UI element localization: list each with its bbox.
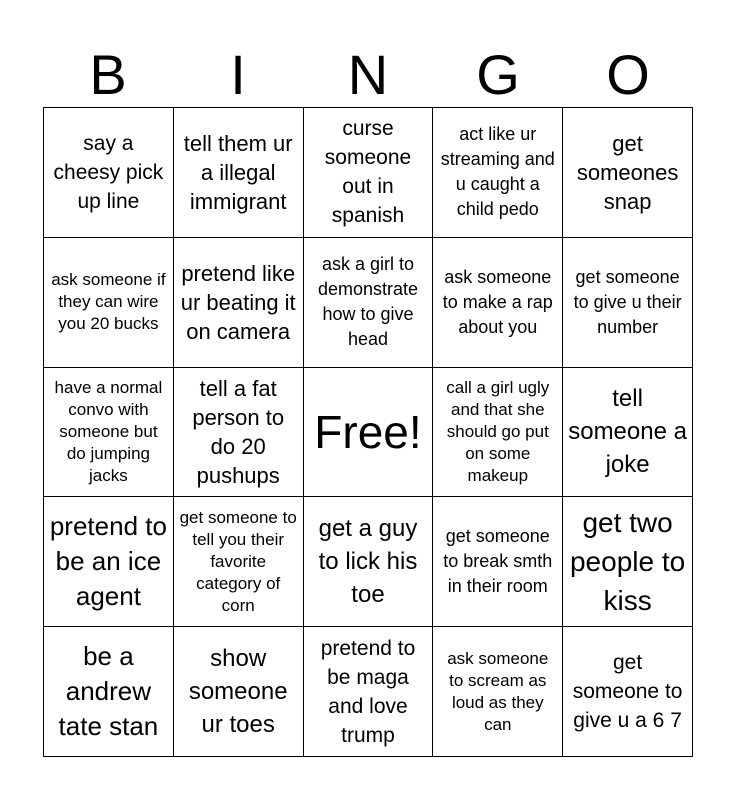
cell-text: pretend to be maga and love trump: [320, 636, 416, 747]
bingo-cell[interactable]: [433, 627, 563, 757]
free-space-cell[interactable]: [304, 368, 434, 498]
cell-text: get two people to kiss: [569, 507, 686, 617]
bingo-cell[interactable]: [563, 368, 693, 498]
cell-text: act like ur streaming and u caught a child pedo: [440, 124, 555, 220]
bingo-cell[interactable]: [304, 238, 434, 368]
bingo-cell[interactable]: [304, 108, 434, 238]
bingo-cell[interactable]: [563, 108, 693, 238]
cell-text: curse someone out in spanish: [324, 117, 412, 228]
bingo-cell[interactable]: [563, 497, 693, 627]
bingo-cell[interactable]: [433, 497, 563, 627]
cell-text: have a normal convo with someone but do jumping jacks: [54, 377, 163, 485]
cell-text: get someones snap: [576, 130, 679, 214]
bingo-card-grid: [43, 107, 693, 757]
cell-text: tell a fat person to do 20 pushups: [192, 375, 285, 488]
bingo-cell[interactable]: [304, 627, 434, 757]
cell-text: say a cheesy pick up line: [53, 131, 164, 213]
cell-text: show someone ur toes: [188, 645, 288, 739]
header-letter-b: B: [89, 43, 127, 106]
bingo-cell[interactable]: [44, 238, 174, 368]
bingo-cell[interactable]: [44, 627, 174, 757]
free-space-label: Free!: [314, 405, 422, 458]
cell-text: be a andrew tate stan: [58, 641, 159, 742]
bingo-cell[interactable]: [44, 108, 174, 238]
bingo-cell[interactable]: [433, 238, 563, 368]
bingo-cell[interactable]: [304, 497, 434, 627]
bingo-cell[interactable]: [433, 108, 563, 238]
cell-text: get someone to give u a 6 7: [572, 651, 683, 733]
cell-text: get someone to tell you their favorite category of corn: [179, 507, 297, 615]
bingo-cell[interactable]: [174, 627, 304, 757]
cell-text: get someone to break smth in their room: [443, 526, 553, 597]
bingo-cell[interactable]: [174, 368, 304, 498]
cell-text: pretend to be an ice agent: [49, 511, 167, 612]
cell-text: get a guy to lick his toe: [318, 515, 418, 609]
cell-text: ask a girl to demonstrate how to give head: [317, 254, 419, 350]
cell-text: tell someone a joke: [568, 385, 687, 479]
bingo-cell[interactable]: [174, 108, 304, 238]
cell-text: pretend like ur beating it on camera: [180, 260, 296, 344]
header-letter-i: I: [230, 43, 246, 106]
bingo-cell[interactable]: [174, 497, 304, 627]
cell-text: tell them ur a illegal immigrant: [183, 130, 293, 214]
cell-text: ask someone if they can wire you 20 bucks: [51, 270, 166, 334]
cell-text: ask someone to make a rap about you: [442, 266, 553, 337]
cell-text: get someone to give u their number: [573, 266, 682, 337]
bingo-cell[interactable]: [174, 238, 304, 368]
bingo-cell[interactable]: [563, 238, 693, 368]
bingo-cell[interactable]: [44, 368, 174, 498]
cell-text: ask someone to scream as loud as they can: [447, 648, 549, 734]
bingo-header: [43, 42, 693, 108]
header-letter-g: G: [476, 43, 520, 106]
header-letter-n: N: [347, 43, 389, 106]
cell-text: call a girl ugly and that she should go put on some makeup: [446, 377, 550, 485]
bingo-cell[interactable]: [433, 368, 563, 498]
bingo-cell[interactable]: [563, 627, 693, 757]
header-letter-o: O: [606, 43, 650, 106]
bingo-cell[interactable]: [44, 497, 174, 627]
